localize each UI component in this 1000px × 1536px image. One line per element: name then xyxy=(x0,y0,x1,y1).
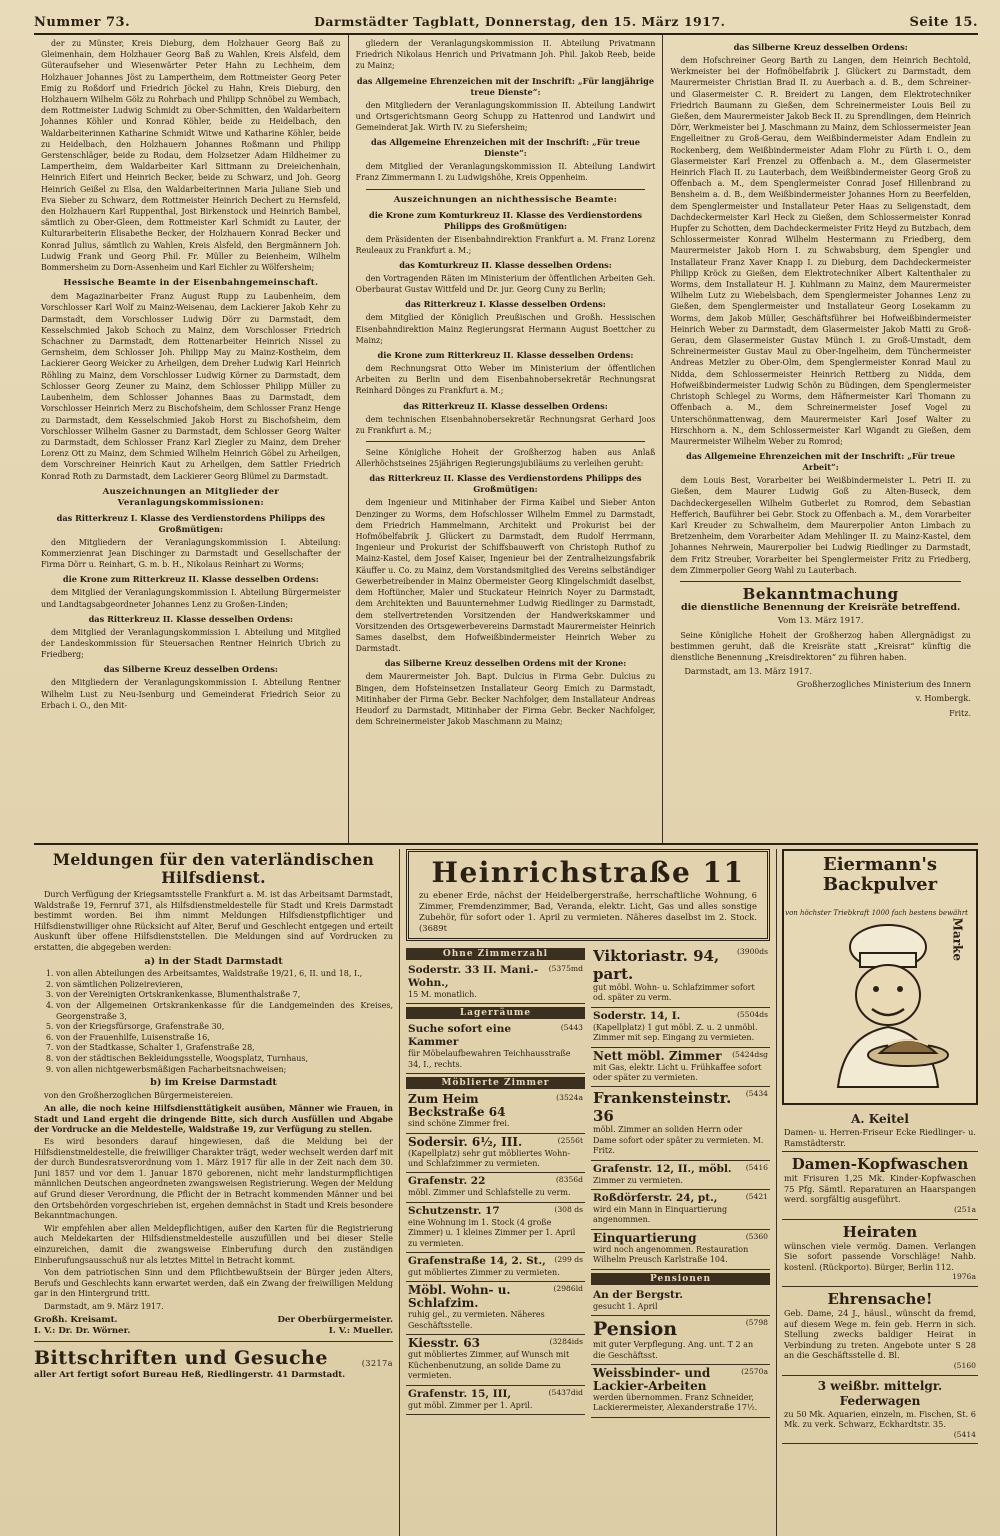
ad-text: Geb. Dame, 24 J., häusl., wünscht da fremd, auf diesem Wege m. fein geb. Herrn in sich. Stellung zwecks baldiger Heirat in Verbindung zu treten. Angebote unter S 28 an die Geschäftsstelle d. Bl. xyxy=(784,1307,976,1361)
ad-text: gesucht 1. April xyxy=(593,1301,658,1311)
page-number: Seite 15. xyxy=(909,15,978,30)
column-left xyxy=(34,35,349,843)
ad-text: gut möbliertes Zimmer, auf Wunsch mit Küchenbenutzung, an solide Dame zu vermieten. xyxy=(408,1350,570,1381)
classified-ad xyxy=(591,1316,770,1365)
announcement-signature: Großherzogliches Ministerium des Innern xyxy=(796,679,971,690)
paragraph: dem technischen Eisenbahnobersekretär Rechnungsrat Gerhard Joos zu Frankfurt a. M.; xyxy=(355,414,656,435)
divider xyxy=(680,581,961,582)
paragraph: dem Mitglied der Veranlagungskommission II. Abteilung Landwirt Franz Zimmermann I. zu Ludwigshöhe, Kreis Oppenheim. xyxy=(355,162,656,183)
paragraph: Von dem patriotischen Sinn und dem Pflichtbewußtsein der Bürger jeden Alters, Berufs und Geschlechts kann erwartet werden, daß ein Zwang der freiwilligen Meldung gar in den Hintergrund tritt. xyxy=(34,1268,393,1299)
ad-heinrichstrasse xyxy=(406,849,770,941)
issue-number: Nummer 73. xyxy=(34,15,131,30)
classified-ad xyxy=(406,1203,585,1253)
paragraph: den Mitgliedern der Veranlagungskommission I. Abteilung: Kommerzienrat Jean Dischinger zu Darmstadt und Gesellschafter der Firma Dörr u. Reinhart, G. m. b. H., Nikolaus Reinhart zu Worms; xyxy=(41,537,341,570)
award-heading: das Komturkreuz II. Klasse desselben Ordens: xyxy=(399,260,612,271)
section-label: Ohne Zimmerzahl xyxy=(406,948,585,960)
classified-ad xyxy=(782,1287,978,1376)
notice-place: Darmstadt, am 9. März 1917. xyxy=(44,1301,164,1311)
announcement-signature-name: v. Hombergk. xyxy=(915,692,971,703)
classified-column-a xyxy=(406,945,585,1536)
classified-ad xyxy=(406,962,585,1004)
award-heading: das Ritterkreuz I. Klasse des Verdienstordens Philipps des Großmütigen: xyxy=(56,512,326,534)
ad-heading: Nett möbl. Zimmer xyxy=(593,1048,722,1063)
hilfsdienst-notice xyxy=(34,849,400,1536)
award-heading: die Krone zum Ritterkreuz II. Klasse desselben Ordens: xyxy=(377,350,634,361)
ad-ref: (5160 xyxy=(953,1360,976,1370)
ad-ref: (2570a xyxy=(741,1366,768,1376)
classified-ad xyxy=(591,1287,770,1316)
award-heading: das Ritterkreuz II. Klasse desselben Ordens: xyxy=(88,613,294,624)
classified-ad xyxy=(406,1021,585,1074)
classified-ad xyxy=(591,1048,770,1088)
ad-text: möbl. Zimmer und Schlafstelle zu verm. xyxy=(408,1188,571,1198)
ad-heading: Grafenstr. 15, III, xyxy=(408,1387,512,1400)
section-heading: Auszeichnungen an nichthessische Beamte: xyxy=(393,194,618,205)
ad-text: (Kapellplatz) sehr gut möbliertes Wohn- und Schlafzimmer zu vermieten. xyxy=(408,1148,571,1169)
award-heading: das Ritterkreuz II. Klasse desselben Ordens: xyxy=(403,400,608,411)
ad-ref: (3900ds xyxy=(736,947,768,956)
paragraph: Durch Verfügung der Kriegsamtsstelle Frankfurt a. M. ist das Arbeitsamt Darmstadt, Waldstraße 19, Fernruf 371, als Hilfsdienstmeldestelle für Stadt und Kreis Darmstadt bestimmt worden. Bei ihm nimmt Meldungen Hilfsdienstpflichtiger und Hilfsdienstwilliger ohne Rücksicht auf Alter, Beruf und Geschlecht entgegen und erteilt Auskunft über offene Hilfsdienststellen. Die Meldungen sind auf Vordrucken zu erstatten, die abgegeben werden: xyxy=(34,890,393,952)
ad-text: sind schöne Zimmer frei. xyxy=(408,1119,510,1129)
ad-ref: (5360 xyxy=(745,1231,768,1241)
ad-heading: Soderstr. 33 II. Mani.-Wohn., xyxy=(408,964,539,989)
ad-text: möbl. Zimmer an soliden Herrn oder Dame sofort oder später zu vermieten. M. Fritz. xyxy=(593,1125,764,1156)
classified-ad xyxy=(406,1091,585,1133)
ad-text: wünschen viele vermög. Damen. Verlangen Sie sofort passende Vorschläge! Nahb. kostenl. (Rückporto). Bürger, Berlin 112. xyxy=(784,1240,976,1272)
award-heading: die Krone zum Ritterkreuz II. Klasse desselben Ordens: xyxy=(62,574,319,585)
paragraph: dem Ingenieur und Mitinhaber der Firma Kaibel und Sieber Anton Denzinger zu Worms, dem Hofschlosser Wilhelm Emmel zu Darmstadt, dem Friedrich Hammelmann, Architekt und Prokurist bei der Hofmöbelfabrik J. Glückert zu Darmstadt, dem Rudolf Herrmann, Ingenieur und Prokurist der Schiffsbauwerft von Christoph Ruthof zu Mainz-Kastel, dem Josef Kaiser, Ingenieur bei der Zentralheizungsfabrik Käuffer u. Co. zu Mainz, dem Vorstandsmitglied des Vereins selbständiger Gewerbetreibender in Mainz Obermeister Georg Klingelschmidt daselbst, dem Hoftüncher, Maler und Stuckateur Heinrich Noyer zu Darmstadt, dem Architekten und Bauunternehmer Ludwig Riedlinger zu Darmstadt, dem stellvertretenden Vorsitzenden der Handwerkskammer und Vorsitzenden des Ortsgewerbevereins Darmstadt Maurermeister Heinrich Sames daselbst, dem Hofweißbindermeister Heinrich Weber zu Darmstadt. xyxy=(355,498,656,654)
ad-text: wird noch angenommen. Restauration Wilhelm Preusch Karlstraße 104. xyxy=(593,1244,749,1265)
list-item: 6. von der Frauenhilfe, Luisenstraße 16, xyxy=(56,1033,393,1044)
ad-heading: Damen-Kopfwaschen xyxy=(791,1155,969,1174)
ad-heading: Möbl. Wohn- u. Schlafzim. xyxy=(408,1283,511,1311)
notice-subheading: a) in der Stadt Darmstadt xyxy=(144,955,283,967)
signature-row xyxy=(34,1315,393,1326)
ad-heading: Suche sofort eine Kammer xyxy=(408,1023,512,1049)
ad-heading: Einquartierung xyxy=(593,1230,697,1245)
signature-row xyxy=(34,1326,393,1337)
divider xyxy=(366,189,646,190)
announcement-subtitle: die dienstliche Benennung der Kreisräte betreffend. xyxy=(680,602,961,614)
ad-ref: (3217a xyxy=(361,1358,393,1368)
ads-right xyxy=(776,849,978,1536)
paragraph: von den Großherzoglichen Bürgermeistereien. xyxy=(44,1090,234,1100)
ad-text: 15 M. monatlich. xyxy=(408,990,477,999)
list-item: 5. von der Kriegsfürsorge, Grafenstraße 30, xyxy=(56,1022,393,1033)
list-item: 2. von sämtlichen Polizeirevieren, xyxy=(56,980,393,991)
award-heading: das Silberne Kreuz desselben Ordens: xyxy=(733,42,908,52)
column-right xyxy=(663,35,978,843)
list-item: 9. von allen nichtgewerbsmäßigen Facharbeitsnachweisen; xyxy=(56,1065,393,1076)
ad-ref: (5443 xyxy=(560,1023,583,1033)
classified-ad xyxy=(782,1220,978,1287)
typesetter-mark: Fritz. xyxy=(949,708,971,718)
editorial-section xyxy=(34,35,978,845)
classified-ad xyxy=(406,1173,585,1202)
ad-ref: (5437did xyxy=(548,1387,583,1397)
ad-text: werden übernommen. Franz Schneider, Lackierermeister, Alexanderstraße 17½. xyxy=(593,1392,758,1413)
award-heading: das Silberne Kreuz desselben Ordens: xyxy=(103,664,278,675)
classified-ad xyxy=(591,1161,770,1190)
paragraph: den Mitgliedern der Veranlagungskommission I. Abteilung Rentner Wilhelm Lust zu Neu-Isenburg und Gemeinderat Friedrich Seior zu Erbach i. O., den Mit- xyxy=(41,678,341,710)
ad-ref: (2556t xyxy=(557,1135,583,1145)
ad-ref: (5424dsg xyxy=(732,1049,768,1059)
ad-ref: 1976a xyxy=(952,1272,976,1282)
ad-eiermann xyxy=(782,849,978,1105)
ad-ref: (5798 xyxy=(745,1318,768,1328)
ad-text: Zimmer zu vermieten. xyxy=(593,1175,683,1185)
ad-heading: Roßdörferstr. 24, pt., xyxy=(593,1192,718,1205)
ad-heading: 3 weißbr. mittelgr. Federwagen xyxy=(817,1378,943,1408)
announcement-text: Seine Königliche Hoheit der Großherzog haben Allergnädigst zu bestimmen geruht, daß die Kreisräte statt „Kreisrat“ künftig die dienstliche Benennung „Kreisdirektoren“ zu führen haben. xyxy=(670,630,971,662)
ad-ref: (3524a xyxy=(556,1093,583,1103)
ad-ref: (251a xyxy=(954,1204,976,1214)
paragraph: der zu Münster, Kreis Dieburg, dem Holzhauer Georg Baß zu Gleimenhain, dem Holzhauer Georg Baß zu Wahlen, Kreis Alsfeld, dem Güteraufseher und Wiesenwärter Peter Hahn zu Lechheim, dem Holzhauer Johannes Jöst zu Lampertheim, dem Rottmeister Georg Peter Emig zu Roßdorf und Friedrich Jöckel zu Hahn, Kreis Dieburg, den Holzhauern Wilhelm Gölz zu Rohrbach und Philipp Schnöbel zu Wembach, dem Rottmeister Ludwig Schmidt zu Ober-Schmitten, den Waldarbeitern Johannes Köhler und Konrad Köhler, beide zu Heidelbach, den Waldarbeiterinnen Katharine Schmidt Witwe und Katharine Köhler, beide zu Heidelbach, den Holzhauern Johannes Roßmann und Philipp Gerstenschläger, beide zu Rodau, dem Holzsetzer Adam Hildheimer zu Lampertheim, dem Waldarbeiter Karl Sittmann zu Dreieichenhain, Heinrich Eifert und Heinrich Becker, beide zu Schwarz, und Joh. Georg Heinrich Geißel zu Elsa, den Waldarbeiterinnen Maria Juliane Sieb und Eva Sieber zu Schwarz, dem Rottmeister Heinrich Dechert zu Hernsfeld, den Holzhauern Karl Ruppenthal, Jost Birkenstock und Heinrich Bambel, sämtlich zu Ober-Gleen, dem Rottmeister Karl Schmidt zu Lauter, der Kulturarbeiterin Elisabethe Becker, der Holzhauern Konrad Becker und Konrad Julius, sämtlich zu Wahlen, Kreis Alsfeld, den Bergmännern Joh. Ludwig Frank und Georg Phil. Fr. Müller zu Beienheim, Wilhelm Bommersheim zu Dorn-Assenheim und Karl Eichler zu Wölfersheim; xyxy=(41,39,341,273)
ad-group xyxy=(591,945,770,1270)
award-heading: das Allgemeine Ehrenzeichen mit der Inschrift: „Für treue Dienste“: xyxy=(371,137,640,159)
ad-text: gut möbl. Wohn- u. Schlafzimmer sofort od. später zu verm. xyxy=(593,983,755,1003)
ad-text: gut möbliertes Zimmer zu vermieten. xyxy=(408,1268,560,1278)
ad-group xyxy=(406,1091,585,1415)
announcement-place: Darmstadt, am 13. März 1917. xyxy=(684,666,812,677)
ad-heading: Frankensteinstr. 36 xyxy=(593,1089,732,1126)
masthead-title: Darmstädter Tagblatt, Donnerstag, den 15. März 1917. xyxy=(314,14,726,29)
paragraph: Wir empfehlen aber allen Meldepflichtigen, außer den Karten für die Registrierung auch Meldekarten der Hilfsdienstmeldestelle auszufüllen und bei dieser Stelle einzureichen, damit die zwangsweise Einberufung durch den zuständigen Einberufungsausschuß nur als letztes Mittel in Betracht kommt. xyxy=(34,1223,393,1265)
ad-heading: Zum Heim Beckstraße 64 xyxy=(408,1092,506,1120)
column-middle xyxy=(349,35,664,843)
paragraph: dem Mitglied der Veranlagungskommission I. Abteilung und Mitglied der Landeskommission für Steuersachen Rentner Heinrich Ubrich zu Friedberg; xyxy=(41,627,341,660)
ad-side-label: Marke xyxy=(950,917,964,961)
classified-ad xyxy=(406,1253,585,1282)
divider xyxy=(34,1341,393,1342)
ad-heading: An der Bergstr. xyxy=(593,1288,684,1301)
ad-heading: Sodersir. 6½, III. xyxy=(408,1134,523,1149)
ad-text: gut möbl. Zimmer per 1. April. xyxy=(408,1400,533,1410)
signature-right-name: I. V.: Mueller. xyxy=(328,1326,393,1337)
paragraph: dem Louis Best, Vorarbeiter bei Weißbindermeister L. Petri II. zu Gießen, dem Maurer Ludwig Goß zu Alten-Buseck, dem Dachdeckergesellen Wilhelm Gutberlet zu Romrod, dem Sebastian Hefferich, Bauführer bei Gebr. Stock zu Offenbach a. M., dem Vorarbeiter Karl Kreuder zu Schwalheim, dem Maurerpolier Anton Limbach zu Bretzenheim, dem Vorarbeiter Adam Mehlinger II. zu Mainz-Kastel, dem Johannes Nehrwein, Maurerpolier bei Ludwig Riedlinger zu Darmstadt, dem Fritz Streuber, Vorarbeiter bei Spenglermeister Fritz zu Friedberg, dem Zimmerpolier Georg Wahl zu Lauterbach. xyxy=(670,476,971,575)
paragraph: dem Mitglied der Königlich Preußischen und Großh. Hessischen Eisenbahndirektion Mainz Regierungsrat Hermann August Boettcher zu Mainz; xyxy=(355,313,656,345)
ad-tagline: von höchster Triebkraft 1000 fach bestens bewährt xyxy=(785,909,968,917)
paragraph: Es wird besonders darauf hingewiesen, daß die Meldung bei der Hilfsdienstmeldestelle, die freiwilliger Charakter trägt, weder wechselt werden darf mit der durch Bundesratsverordnung vom 1. März 1917 für alle in der Zeit nach dem 30. Juni 1857 und vor dem 1. Januar 1870 geborenen, nicht mehr landsturmpflichtigen männlichen Deutschen angeordneten zwangsweisen Registrierung. Wegen der Meldung auf Grund dieser Verordnung, die Pflicht der in Betracht kommenden Männer und bei den Ortsbehörden vorgeschrieben ist, ergehen demnächst in Stadt und Kreis besondere Bekanntmachungen. xyxy=(34,1137,393,1221)
ad-ref: (3284ids xyxy=(549,1337,583,1347)
paragraph: dem Magazinarbeiter Franz August Rupp zu Laubenheim, dem Vorschlosser Karl Wolf zu Mainz-Weisenau, dem Lackierer Jakob Kehr zu Darmstadt, dem Vorschlosser Ludwig Dörr zu Darmstadt, dem Kesselschmied Jakob Schoch zu Mainz, dem Vorschlosser Friedrich Schachner zu Darmstadt, dem Rottenarbeiter Heinrich Nissel zu Gernsheim, dem Schlosser Joh. Philipp May zu Mainz-Kostheim, dem Lackierer Georg Weicker zu Arheilgen, dem Dreher Ludwig Karl Heinrich Röhling zu Mainz, dem Vorschlosser Ludwig Körner zu Darmstadt, dem Schlosser Georg Zeuner zu Mainz, dem Schlosser Philipp Müller zu Laubenheim, dem Schlosser Johannes Baas zu Darmstadt, dem Vorschlosser Heinrich Merz zu Bischofsheim, dem Schlosser Franz Henge zu Darmstadt, dem Kesselschmied Jakob Horst zu Bischofsheim, dem Vorschlosser Wilhelm Gasner zu Darmstadt, dem Schlosser Georg Walter zu Darmstadt, dem Schlosser Franz Karl Ziegler zu Mainz, dem Dreher Lorenz Ott zu Mainz, dem Schmied Wilhelm Heinrich Göbel zu Arheilgen, dem Vorschreiner Heinrich Kaut zu Arheilgen, dem Sattler Friedrich Konrad Roth zu Darmstadt, dem Lackierer Georg Blümel zu Darmstadt. xyxy=(41,292,341,481)
announcement-title: Bekanntmachung xyxy=(742,584,899,603)
ad-group xyxy=(406,1021,585,1074)
paragraph: gliedern der Veranlagungskommission II. Abteilung Privatmann Friedrich Nikolaus Henrich und Privatmann Joh. Phil. Jakob Reeb, beide zu Mainz; xyxy=(355,39,656,71)
ad-ref: (5434 xyxy=(745,1089,768,1099)
signature-right: Der Oberbürgermeister. xyxy=(277,1314,393,1325)
ad-heading: Soderstr. 14, I. xyxy=(593,1009,681,1022)
ad-group xyxy=(406,962,585,1004)
ad-heading: Viktoriastr. 94, part. xyxy=(593,947,720,983)
classified-ad xyxy=(406,1282,585,1335)
paragraph: dem Rechnungsrat Otto Weber im Ministerium der öffentlichen Arbeiten zu Berlin und dem Eisenbahnobersekretär Rechnungsrat Reinhard Dönges zu Frankfurt a. M.; xyxy=(355,364,656,396)
classified-ad xyxy=(591,1087,770,1160)
paragraph: den Vortragenden Räten im Ministerium der öffentlichen Arbeiten Geh. Oberbaurat Gustav Wittfeld und Dr. jur. Georg Cuny zu Berlin; xyxy=(355,274,656,295)
ad-text: zu ebener Erde, nächst der Heidelbergerstraße, herrschaftliche Wohnung, 6 Zimmer, Fremdenzimmer, Bad, Veranda, elektr. Licht, Gas und alles sonstige Zubehör, für sofort oder 1. April zu vermieten. Näheres daselbst im 2. Stock. (3689t xyxy=(419,890,757,933)
list-item: 4. von der Allgemeinen Ortskrankenkasse für die Landgemeinden des Kreises, Georgenstraße 3, xyxy=(56,1001,393,1022)
classified-ad xyxy=(591,945,770,1008)
ad-heading: Grafenstr. 12, II., möbl. xyxy=(593,1162,732,1175)
ad-ref: (308 ds xyxy=(554,1204,583,1214)
paragraph: Seine Königliche Hoheit der Großherzog haben aus Anlaß Allerhöchstseines 25jährigen Regierungsjubiläums zu verleihen geruht: xyxy=(355,448,656,469)
running-header xyxy=(34,6,978,35)
paragraph: dem Präsidenten der Eisenbahndirektion Frankfurt a. M. Franz Lorenz Reuleaux zu Frankfurt a. M.; xyxy=(355,234,656,255)
list-item: 7. von der Stadtkasse, Schalter 1, Grafenstraße 28, xyxy=(56,1043,393,1054)
ad-text: eine Wohnung im 1. Stock (4 große Zimmer) u. 1 kleines Zimmer per 1. April zu vermieten. xyxy=(408,1217,576,1248)
ad-group xyxy=(591,1287,770,1418)
ad-text: für Möbelaufbewahren Teichhausstraße 34, I., rechts. xyxy=(408,1049,571,1069)
classified-ad xyxy=(591,1190,770,1230)
ad-text: Damen- u. Herren-Friseur Ecke Riedlinger- u. Ramstädterstr. xyxy=(784,1127,976,1148)
bittschriften-heading: Bittschriften und Gesuche xyxy=(34,1346,328,1369)
ad-ref: (299 ds xyxy=(554,1255,583,1265)
ad-text: ruhig gel., zu vermieten. Näheres Geschäftsstelle. xyxy=(408,1310,545,1330)
ad-heading: Ehrensache! xyxy=(827,1289,933,1308)
ad-heading: Weissbinder- und Lackier-Arbeiten xyxy=(593,1365,711,1393)
ad-ref: (8356d xyxy=(555,1175,583,1185)
ad-text: (Kapellplatz) 1 gut möbl. Z. u. 2 unmöbl. Zimmer mit sep. Eingang zu vermieten. xyxy=(593,1022,758,1043)
award-heading: die Krone zum Komturkreuz II. Klasse des Verdienstordens Philipps des Großmütigen: xyxy=(368,209,642,231)
classified-ad xyxy=(591,1365,770,1418)
paragraph: den Mitgliedern der Veranlagungskommission II. Abteilung Landwirt und Ortsgerichtsmann Georg Schupp zu Hattenrod und Landwirt und Gemeinderat Jak. Wirth IV. zu Siefersheim; xyxy=(355,100,656,133)
section-label: Pensionen xyxy=(591,1273,770,1285)
ad-heading: Heinrichstraße 11 xyxy=(431,856,745,889)
paragraph: An alle, die noch keine Hilfsdiensttätigkeit ausüben, Männer wie Frauen, in Stadt und Land ergeht die dringende Bitte, sich durch Ausfüllen und Abgabe der Vordrucke an die Meldestelle, Waldstraße 19, zur Verfügung zu stellen. xyxy=(34,1103,393,1135)
ad-text: mit Frisuren 1,25 Mk. Kinder-Kopfwaschen 75 Pfg. Sämtl. Reparaturen an Haarspangen werd. sorgfältig ausgeführt. xyxy=(784,1173,976,1205)
list-item: 3. von der Vereinigten Ortskrankenkasse, Blumenthalstraße 7, xyxy=(56,990,393,1001)
ad-ref: (5504ds xyxy=(736,1009,768,1019)
classified-ad xyxy=(406,1335,585,1385)
classified-grid xyxy=(406,945,770,1536)
classified-ad xyxy=(406,1386,585,1415)
paragraph: dem Maurermeister Joh. Bapt. Dulcius in Firma Gebr. Dulcius zu Bingen, dem Hofsteinsetzen Installateur Georg Emich zu Darmstadt, Mitinhaber der Firma Gebr. Becker Nachfolger, dem Installateur Andreas Heudorf zu Darmstadt, Mitinhaber der Firma Gebr. Becker Nachfolger, dem Schreinermeister Jakob Maschmann zu Mainz; xyxy=(355,672,656,727)
ad-heading: A. Keitel xyxy=(851,1112,909,1126)
ad-heading: Schutzenstr. 17 xyxy=(408,1204,500,1217)
award-heading: das Ritterkreuz II. Klasse des Verdienstordens Philipps des Großmütigen: xyxy=(369,473,642,495)
section-label: Lagerräume xyxy=(406,1007,585,1019)
list-item: 1. von allen Abteilungen des Arbeitsamtes, Waldstraße 19/21, 6, II. und 18, I., xyxy=(56,969,393,980)
section-heading: Hessische Beamte in der Eisenbahngemeinschaft. xyxy=(63,278,319,289)
list-item: 8. von der städtischen Bekleidungsstelle, Woogsplatz, Turnhaus, xyxy=(56,1054,393,1065)
ad-ref: (5416 xyxy=(745,1162,768,1172)
ad-group xyxy=(782,1109,978,1444)
ad-heading: Grafenstraße 14, 2. St., xyxy=(408,1255,546,1268)
award-heading: das Silberne Kreuz desselben Ordens mit der Krone: xyxy=(384,658,627,669)
ad-heading: Grafenstr. 22 xyxy=(408,1175,486,1188)
ad-ref: (5375md xyxy=(548,964,583,973)
signature-left-name: I. V.: Dr. Dr. Wörner. xyxy=(34,1326,131,1337)
classified-ad xyxy=(591,1230,770,1270)
section-heading: Auszeichnungen an Mitglieder der Veranlagungskommissionen: xyxy=(102,486,280,508)
divider xyxy=(366,441,646,442)
ad-text: mit Gas, elektr. Licht u. Frühkaffee sofort oder später zu vermieten. xyxy=(593,1062,762,1083)
award-heading: das Allgemeine Ehrenzeichen mit der Inschrift: „Für treue Arbeit“: xyxy=(686,451,956,473)
announcement-date: Vom 13. März 1917. xyxy=(777,615,864,626)
section-label: Möblierte Zimmer xyxy=(406,1077,585,1089)
bittschriften-title xyxy=(34,1347,393,1369)
paragraph: dem Hofschreiner Georg Barth zu Langen, dem Heinrich Bechtold, Werkmeister bei der Hofmöbelfabrik J. Glückert zu Darmstadt, dem Maurermeister Christian Brad II. zu Auerbach a. d. B., dem Schreiner- und Glasermeister C. R. Breidert zu Langen, dem Elektrotechniker Friedrich Baumann zu Gießen, dem Schreinermeister Louis Beil zu Gießen, dem Maurermeister Jakob Beck II. zu Sprendlingen, dem Heinrich Dörr, Werkmeister bei J. Maschmann zu Mainz, dem Schlossermeister Jean Engelleitner zu Groß-Gerau, dem Weißbindermeister Adam Endlein zu Rockenberg, dem Weißbindermeister Adam Flohr zu Fürth i. O., dem Glasermeister Karl Frenzel zu Offenbach a. M., dem Glasermeister Heinrich Flach II. zu Lauterbach, dem Weißbindermeister Georg Groß zu Offenbach a. M., dem Spenglermeister Conrad Josef Hillenbrand zu Bensheim a. d. B., dem Weißbindermeister Johannes Horn zu Beerfelden, dem Spenglermeister und Installateur Peter Haas zu Seligenstadt, dem Dachdeckermeister Karl Heck zu Gießen, dem Schlossermeister Konrad Hupfer zu Schotten, dem Dachdeckermeister Fritz Heyd zu Butzbach, dem Schlossermeister Konrad Wilhelm Hestermann zu Friedberg, dem Maurermeister Jakob Horn I. zu Schwabsburg, dem Spengler und Installateur Franz Xaver Knapp I. zu Dieburg, dem Dachdeckermeister Philipp Kröck zu Gießen, dem Elektrotechniker Albert Kaltenthaler zu Worms, dem Installateur H. J. Kuhlmann zu Mainz, dem Maurermeister Wilhelm Lutz zu Wiebelsbach, dem Spenglermeister Johannes Lenz zu Gießen, dem Spenglermeister und Installateur Georg Losekamm zu Worms, dem Jakob Müller, Geschäftsführer bei Hofweißbindermeister Heinrich Weber zu Darmstadt, dem Glasermeister Jakob Matti zu Groß-Gerau, dem Glasermeister Gustav Münch I. zu Groß-Umstadt, dem Schreinermeister Gustav Maul zu Ober-Ingelheim, dem Tünchermeister Andreas Metzler zu Ober-Olm, dem Spenglermeister Konrad Maul zu Nidda, dem Schlossermeister Heinrich Rettberg zu Nidda, dem Hofweißbindermeister Ludwig Schön zu Büdingen, dem Spenglermeister Christoph Schlegel zu Worms, dem Häfnermeister Karl Thomann zu Offenbach a. M., dem Schreinermeister Josef Vogel zu Unterschönmattenwag, dem Maurermeister Karl Josef Walter zu Hirschhorn a. N., dem Schlossermeister Karl Wigandt zu Gießen, dem Maurermeister Wilhelm Weber zu Romrod; xyxy=(670,56,971,446)
ad-heading: Kiesstr. 63 xyxy=(408,1336,480,1351)
award-heading: das Ritterkreuz I. Klasse desselben Ordens: xyxy=(405,299,606,310)
award-heading: das Allgemeine Ehrenzeichen mit der Inschrift: „Für langjährige treue Dienste“: xyxy=(356,75,655,97)
ad-heading: Pension xyxy=(593,1318,678,1341)
ad-ref: (5421 xyxy=(745,1192,768,1202)
paragraph: dem Mitglied der Veranlagungskommission I. Abteilung Bürgermeister und Landtagsabgeordneter Johannes Lenz zu Großen-Linden; xyxy=(41,588,341,609)
ad-text: zu 50 Mk. Aquarien, einzeln, m. Fischen, St. 6 Mk. zu verk. Schwarz, Eckhardtstr. 35. xyxy=(784,1408,976,1430)
ads-middle xyxy=(406,849,770,1536)
ad-product: Backpulver xyxy=(822,874,938,895)
location-list xyxy=(34,969,393,1075)
ad-ref: (5414 xyxy=(953,1429,976,1439)
ad-text: mit guter Verpflegung. Ang. unt. T 2 an die Geschäftsst. xyxy=(593,1340,754,1360)
ad-ref: (2986ld xyxy=(553,1284,583,1294)
bittschriften-line: aller Art fertigt sofort Bureau Heß, Riedlingerstr. 41 Darmstadt. xyxy=(34,1369,346,1380)
notice-subheading: b) im Kreise Darmstadt xyxy=(150,1077,277,1089)
notice-title: Meldungen für den vaterländischen Hilfsdienst. xyxy=(52,850,375,887)
ad-brand: Eiermann's xyxy=(822,854,938,875)
classified-ad xyxy=(782,1109,978,1152)
classified-ad xyxy=(782,1152,978,1219)
ad-heading: Heiraten xyxy=(842,1222,918,1241)
classified-ad xyxy=(591,1008,770,1048)
notices-and-ads xyxy=(34,845,978,1536)
ad-text: wird ein Mann in Einquartierung angenommen. xyxy=(593,1205,728,1225)
classified-ad xyxy=(406,1134,585,1174)
classified-column-b xyxy=(591,945,770,1536)
signature-left: Großh. Kreisamt. xyxy=(34,1314,118,1325)
classified-ad xyxy=(782,1376,978,1445)
